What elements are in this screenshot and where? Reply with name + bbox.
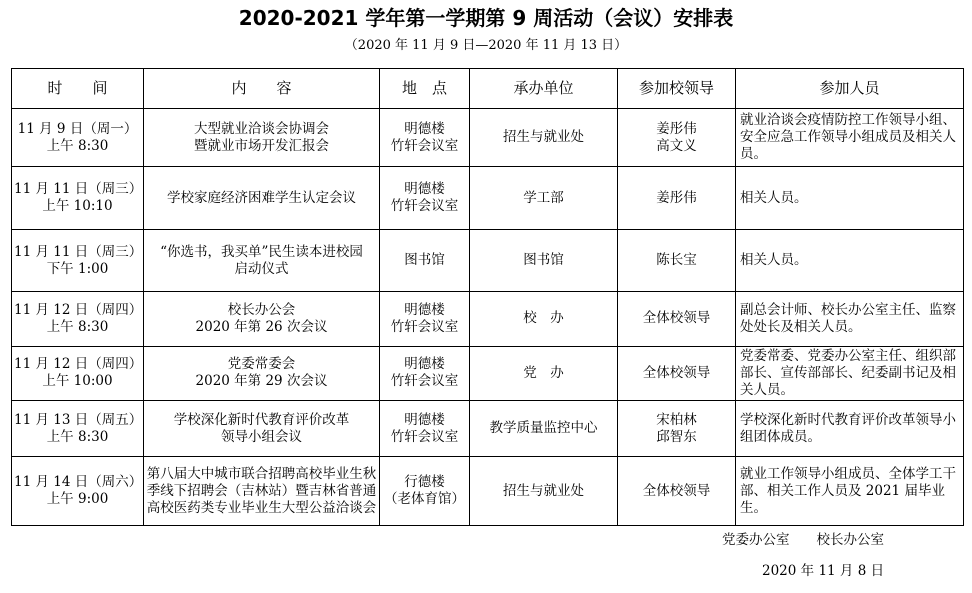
- place-cell-line: 竹轩会议室: [390, 428, 459, 445]
- leaders-cell-line: 邱智东: [656, 428, 697, 445]
- table-row: [12, 167, 964, 229]
- time-cell-line: 上午 8:30: [46, 137, 109, 154]
- time-cell-line: 11 月 11 日（周三）: [14, 181, 143, 198]
- content-cell-line: 校长办公会: [227, 301, 296, 318]
- content-cell-line: 2020 年第 26 次会议: [195, 318, 328, 335]
- table-row: [12, 401, 964, 457]
- time-cell: [12, 401, 144, 457]
- participants-cell-line: 副总会计师、校长办公室主任、监察处处长及相关人员。: [740, 301, 956, 335]
- leaders-cell: [618, 457, 736, 526]
- time-cell-line: 11 月 13 日（周五）: [14, 411, 143, 428]
- table-header-row: [12, 69, 964, 109]
- document-title: 2020-2021 学年第一学期第 9 周活动（会议）安排表: [238, 6, 734, 30]
- place-cell: [380, 292, 470, 346]
- table-row: [12, 229, 964, 291]
- organizer-cell: [470, 401, 618, 457]
- place-cell-line: 图书馆: [404, 252, 445, 269]
- place-cell: [380, 346, 470, 400]
- leaders-cell-line: 全体校领导: [642, 482, 711, 499]
- header-content: 内 容: [144, 69, 380, 109]
- leaders-cell-line: 全体校领导: [642, 310, 711, 327]
- time-cell: [12, 109, 144, 167]
- content-cell-line: 大型就业洽谈会协调会: [194, 120, 329, 137]
- table-row: [12, 457, 964, 526]
- leaders-cell-line: 高文义: [656, 137, 697, 154]
- organizer-cell: [470, 229, 618, 291]
- place-cell-line: 竹轩会议室: [390, 318, 459, 335]
- time-cell-line: 下午 1:00: [46, 260, 109, 277]
- place-cell-line: （老体育馆）: [384, 491, 465, 508]
- organizer-cell-line: 校 办: [523, 310, 564, 327]
- time-cell-line: 11 月 11 日（周三）: [14, 243, 143, 260]
- leaders-cell-line: 全体校领导: [642, 364, 711, 381]
- content-cell: [144, 229, 380, 291]
- participants-cell-line: 就业洽谈会疫情防控工作领导小组、安全应急工作领导小组成员及相关人员。: [740, 112, 956, 163]
- organizer-cell: [470, 109, 618, 167]
- header-leaders: 参加校领导: [618, 69, 736, 109]
- place-cell: [380, 167, 470, 229]
- participants-cell-line: 党委常委、党委办公室主任、组织部部长、宣传部部长、纪委副书记及相关人员。: [740, 347, 956, 398]
- leaders-cell: [618, 292, 736, 346]
- header-organizer: 承办单位: [470, 69, 618, 109]
- place-cell: [380, 457, 470, 526]
- organizer-cell-line: 党 办: [523, 364, 564, 381]
- content-cell: [144, 401, 380, 457]
- header-time: 时 间: [12, 69, 144, 109]
- participants-cell-line: 就业工作领导小组成员、全体学工干部、相关工作人员及 2021 届毕业生。: [740, 465, 956, 516]
- place-cell-line: 行德楼: [404, 474, 445, 491]
- header-participants: 参加人员: [736, 69, 964, 109]
- participants-cell-line: 学校深化新时代教育评价改革领导小组团体成员。: [740, 411, 956, 445]
- content-cell-line: 2020 年第 29 次会议: [195, 373, 328, 390]
- table-row: [12, 109, 964, 167]
- organizer-cell-line: 招生与就业处: [503, 129, 584, 146]
- organizer-cell-line: 图书馆: [523, 252, 564, 269]
- place-cell-line: 竹轩会议室: [390, 373, 459, 390]
- time-cell-line: 上午 10:10: [42, 198, 113, 215]
- time-cell-line: 11 月 9 日（周一）: [17, 120, 138, 137]
- leaders-cell: [618, 109, 736, 167]
- participants-cell-line: 相关人员。: [740, 252, 808, 269]
- place-cell-line: 明德楼: [404, 411, 445, 428]
- participants-cell: [736, 229, 964, 291]
- content-cell-line: 第八届大中城市联合招聘高校毕业生秋季线下招聘会（吉林站）暨吉林省普通高校医药类专业毕业生大型公益洽谈会: [146, 465, 377, 516]
- participants-cell: [736, 401, 964, 457]
- time-cell: [12, 346, 144, 400]
- participants-cell: [736, 346, 964, 400]
- place-cell-line: 明德楼: [404, 356, 445, 373]
- time-cell-line: 11 月 12 日（周四）: [14, 356, 143, 373]
- time-cell: [12, 457, 144, 526]
- schedule-table: [11, 68, 964, 526]
- organizer-cell-line: 教学质量监控中心: [489, 420, 598, 437]
- place-cell: [380, 229, 470, 291]
- organizer-cell-line: 招生与就业处: [503, 482, 584, 499]
- organizer-cell: [470, 167, 618, 229]
- place-cell-line: 竹轩会议室: [390, 137, 459, 154]
- leaders-cell-line: 姜彤伟: [656, 120, 697, 137]
- place-cell: [380, 401, 470, 457]
- content-cell: [144, 457, 380, 526]
- issue-date: 2020 年 11 月 8 日: [762, 563, 885, 579]
- leaders-cell: [618, 401, 736, 457]
- content-cell-line: 学校家庭经济困难学生认定会议: [167, 189, 356, 206]
- table-row: [12, 292, 964, 346]
- participants-cell-line: 相关人员。: [740, 189, 808, 206]
- place-cell-line: 明德楼: [404, 120, 445, 137]
- place-cell: [380, 109, 470, 167]
- content-cell-line: 学校深化新时代教育评价改革: [173, 411, 350, 428]
- content-cell: [144, 346, 380, 400]
- leaders-cell: [618, 167, 736, 229]
- organizer-cell: [470, 457, 618, 526]
- content-cell: [144, 292, 380, 346]
- participants-cell: [736, 457, 964, 526]
- time-cell-line: 11 月 14 日（周六）: [14, 474, 143, 491]
- leaders-cell-line: 陈长宝: [656, 252, 697, 269]
- time-cell: [12, 229, 144, 291]
- date-range-subtitle: （2020 年 11 月 9 日—2020 年 11 月 13 日）: [344, 38, 628, 53]
- participants-cell: [736, 167, 964, 229]
- place-cell-line: 明德楼: [404, 181, 445, 198]
- place-cell-line: 竹轩会议室: [390, 198, 459, 215]
- time-cell-line: 上午 10:00: [42, 373, 113, 390]
- time-cell-line: 上午 8:30: [46, 318, 109, 335]
- organizer-cell-line: 学工部: [523, 189, 564, 206]
- content-cell-line: 领导小组会议: [221, 428, 302, 445]
- time-cell: [12, 167, 144, 229]
- participants-cell: [736, 292, 964, 346]
- content-cell-line: “你选书，我买单”民生读本进校园: [160, 243, 363, 260]
- leaders-cell: [618, 229, 736, 291]
- content-cell-line: 暨就业市场开发汇报会: [194, 137, 329, 154]
- time-cell: [12, 292, 144, 346]
- content-cell-line: 党委常委会: [227, 356, 296, 373]
- table-row: [12, 346, 964, 400]
- place-cell-line: 明德楼: [404, 301, 445, 318]
- time-cell-line: 上午 9:00: [46, 491, 109, 508]
- participants-cell: [736, 109, 964, 167]
- header-place: 地 点: [380, 69, 470, 109]
- leaders-cell-line: 宋柏林: [656, 411, 697, 428]
- schedule-body: [12, 109, 964, 526]
- organizer-cell: [470, 346, 618, 400]
- leaders-cell: [618, 346, 736, 400]
- time-cell-line: 上午 8:30: [46, 428, 109, 445]
- content-cell: [144, 109, 380, 167]
- time-cell-line: 11 月 12 日（周四）: [14, 301, 143, 318]
- issuing-offices: 党委办公室 校长办公室: [722, 532, 884, 548]
- content-cell: [144, 167, 380, 229]
- organizer-cell: [470, 292, 618, 346]
- leaders-cell-line: 姜彤伟: [656, 189, 697, 206]
- content-cell-line: 启动仪式: [234, 260, 289, 277]
